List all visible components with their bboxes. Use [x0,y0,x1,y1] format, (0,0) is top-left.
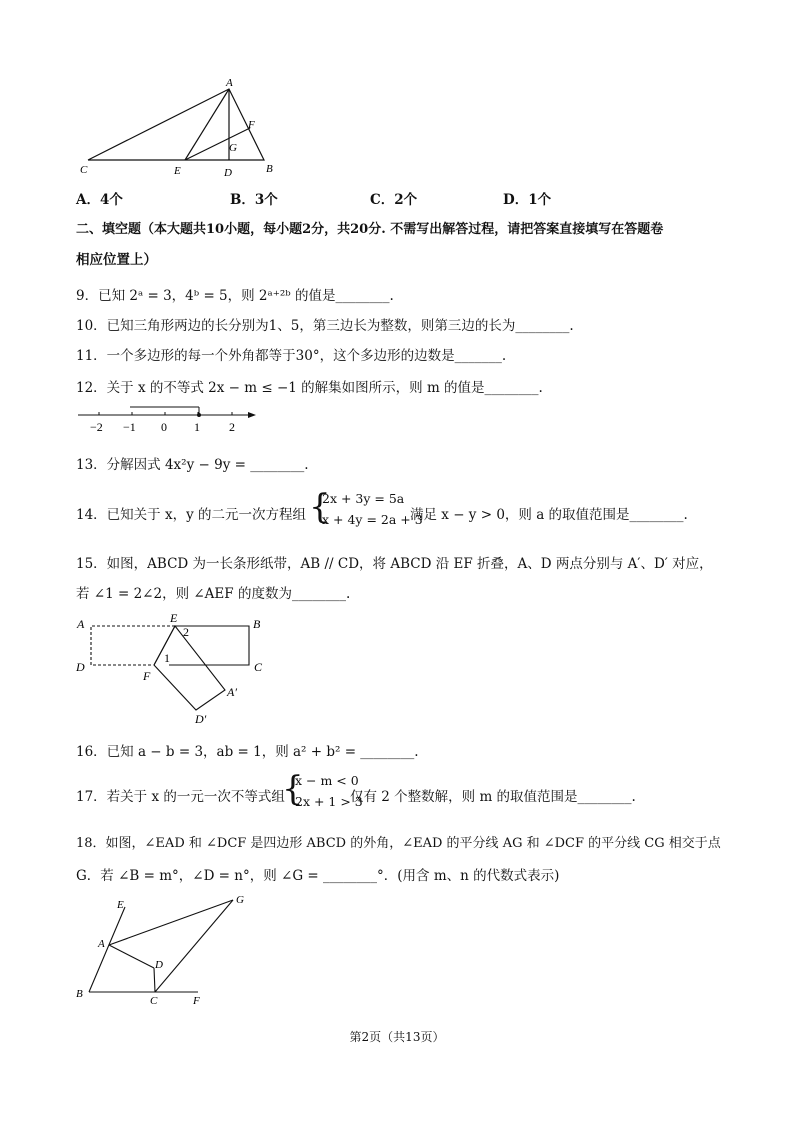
label-d: D [224,167,232,179]
label-f: F [248,119,255,131]
question-11: 11．一个多边形的每一个外角都等于30°，这个多边形的边数是_______. [76,348,507,364]
label-g: G [236,894,244,906]
label-e: E [170,612,178,625]
question-18-line2: G．若 ∠B = m°，∠D = n°，则 ∠G = ________°．(用含 m、n 的代数式表示) [76,868,560,884]
tick-label: −1 [123,420,136,434]
folded-part [154,626,225,710]
tick-label: 2 [229,420,235,434]
label-angle-2: 2 [183,625,189,639]
ray-be [89,907,125,992]
question-14-prefix: 14．已知关于 x，y 的二元一次方程组 [76,507,307,523]
label-a: A [98,938,105,950]
page-footer: 第2页（共13页） [349,1030,445,1044]
number-line [76,402,266,438]
question-15-line1: 15．如图，ABCD 为一长条形纸带，AB // CD，将 ABCD 沿 EF 折叠，A、D 两点分别与 A′、D′ 对应， [76,556,713,572]
tick-label: 0 [161,420,167,434]
q14-eq1: 2x + 3y = 5a [322,491,405,506]
option-a: A．4个 [76,192,123,208]
tick-label: −2 [90,420,103,434]
label-e: E [174,165,181,177]
question-14-suffix: 满足 x − y > 0，则 a 的取值范围是________. [410,507,688,523]
question-15-line2: 若 ∠1 = 2∠2，则 ∠AEF 的度数为________. [76,586,351,602]
label-a: A [226,77,233,89]
label-a-prime: A′ [227,685,237,699]
label-g: G [229,142,237,154]
option-b: B．3个 [230,192,278,208]
question-16: 16．已知 a − b = 3，ab = 1，则 a² + b² = ________. [76,744,419,760]
label-d: D [155,959,163,971]
question-13: 13．分解因式 4x²y − 9y = ________. [76,457,309,473]
label-d: D [76,660,85,674]
question-17-suffix: 仅有 2 个整数解，则 m 的取值范围是________. [350,789,636,805]
label-b: B [266,163,273,175]
label-e: E [117,899,124,911]
strip-solid [169,626,249,665]
q17-eq2: 2x + 1 > 3 [295,794,363,809]
question-10: 10．已知三角形两边的长分别为1、5，第三边长为整数，则第三边的长为________. [76,318,574,334]
label-angle-1: 1 [164,651,170,665]
segment-dc [154,968,155,992]
label-c: C [254,660,263,674]
folded-strip-figure [72,612,272,730]
option-c: C．2个 [370,192,418,208]
axis-arrow [248,412,256,418]
label-f: F [193,995,200,1007]
label-a: A [77,617,85,631]
question-17-prefix: 17．若关于 x 的一元一次不等式组 [76,789,285,805]
label-f: F [143,669,151,683]
question-18-line1: 18．如图，∠EAD 和 ∠DCF 是四边形 ABCD 的外角，∠EAD 的平分线 AG 和 ∠DCF 的平分线 CG 相交于点 [76,836,721,851]
option-d: D．1个 [503,192,552,208]
segment-ad [109,945,154,968]
label-b: B [253,617,261,631]
label-c: C [80,164,88,176]
triangle-outline [88,89,264,160]
tick-label: 1 [194,420,200,434]
quadrilateral-figure [72,890,262,1010]
label-d-prime: D′ [195,712,207,726]
solution-endpoint [197,413,201,417]
question-12: 12．关于 x 的不等式 2x − m ≤ −1 的解集如图所示，则 m 的值是________. [76,380,543,396]
section-header: 二、填空题（本大题共10小题，每小题2分，共20分. 不需写出解答过程，请把答案直接填写在答题卷 [76,222,664,237]
q14-brace: { [309,487,331,527]
triangle-figure [76,74,286,180]
section-header-cont: 相应位置上） [76,252,157,268]
strip-dashed [91,626,175,665]
question-9: 9．已知 2ᵃ = 3，4ᵇ = 5，则 2ᵃ⁺²ᵇ 的值是________. [76,288,394,304]
label-b: B [76,988,83,1000]
q14-eq2: x + 4y = 2a + 3 [322,512,423,527]
label-c: C [150,995,158,1007]
q17-eq1: x − m < 0 [295,773,359,788]
q17-brace: { [282,769,304,809]
